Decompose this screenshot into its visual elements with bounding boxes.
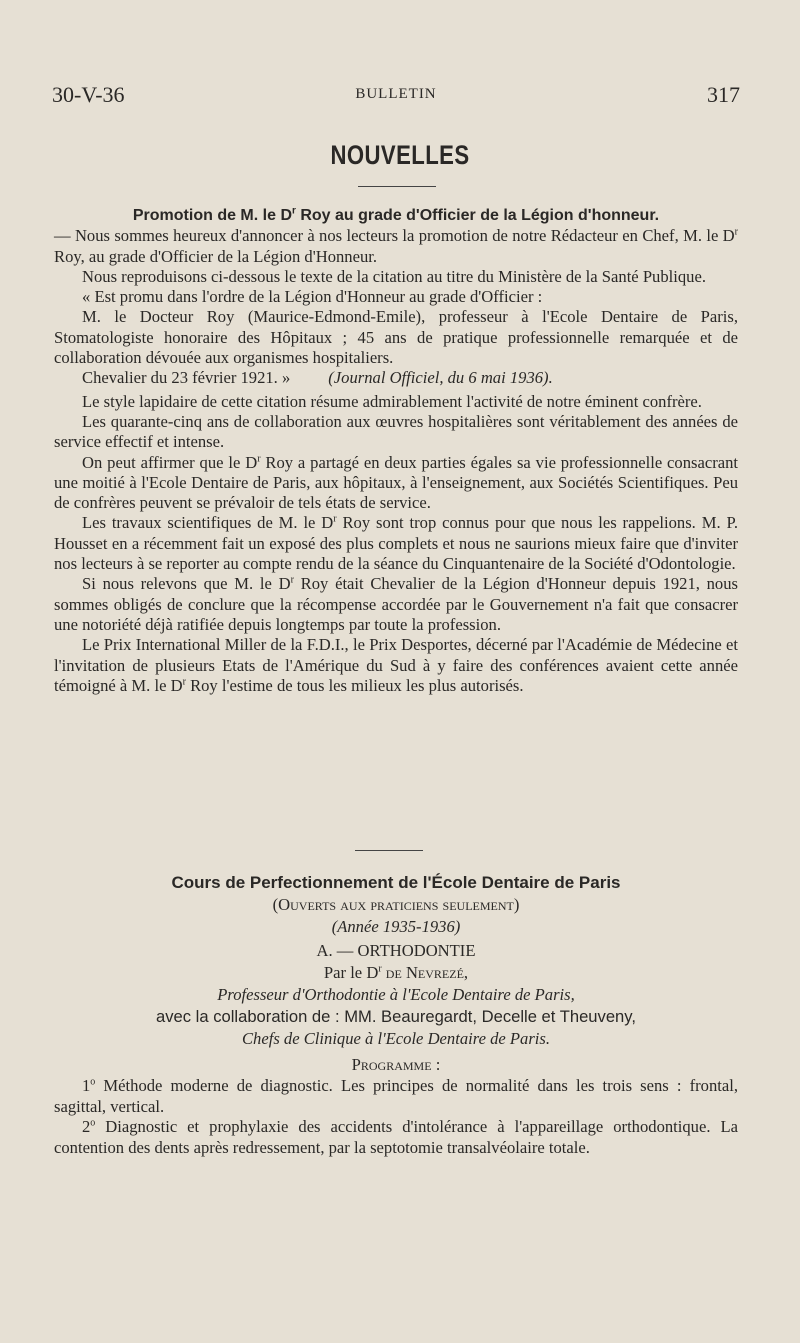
page-number: 317 <box>707 82 740 107</box>
section-divider <box>355 850 423 851</box>
paragraph: Nous reproduisons ci-dessous le texte de la citation au titre du Ministère de la Santé Publique. <box>82 266 706 286</box>
paragraph: M. le Docteur Roy (Maurice-Edmond-Emile), professeur à l'Ecole Dentaire de Paris, Stomatologiste honoraire des Hôpitaux ; 45 ans de pratique professionnelle remarquée et de collaboration dévouée aux organismes hospitaliers. <box>54 307 738 368</box>
title-divider <box>358 186 436 187</box>
paragraph: Le style lapidaire de cette citation résume admirablement l'activité de notre éminent confrère. <box>82 391 702 411</box>
course-section: A. — ORTHODONTIE <box>316 941 476 960</box>
issue-date: 30-V-36 <box>52 82 125 107</box>
journal-name: BULLETIN <box>355 86 437 102</box>
paragraph: On peut affirmer que le $D^r$ Roy a partagé en deux parties égales sa vie professionnelle consacrant une moitié à l'Ecole Dentaire de Paris, aux hôpitaux, à l'enseignement, aux Sociétés Scientifiques. Peu de confrères peuvent se prévaloir de tels états de service. <box>54 452 739 513</box>
article-heading: Promotion de M. le $D^r$ Roy au grade d'Officier de la Légion d'honneur. <box>132 205 660 224</box>
course-title: Cours de Perfectionnement de l'École Dentaire de Paris <box>171 873 621 892</box>
paragraph: Les quarante-cinq ans de collaboration aux œuvres hospitalières sont véritablement des années de service effectif et intense. <box>54 411 738 452</box>
paragraph: Les travaux scientifiques de M. le $D^r$ Roy sont trop connus pour que nous les rappelions. M. P. Housset en a récemment fait un exposé des plus complets et nous ne saurions mieux faire que d'inviter nos lecteurs à se reporter au compte rendu de la séance du Cinquantenaire de la Société d'Odontologie. <box>54 513 738 574</box>
course-year: (Année 1935-1936) <box>331 917 461 936</box>
running-header <box>52 82 740 112</box>
course-announcement <box>54 872 738 1158</box>
programme-heading: Programme : <box>351 1055 441 1074</box>
course-subtitle: (Ouverts aux praticiens seulement) <box>272 895 520 914</box>
promotion-article <box>54 206 738 696</box>
paragraph: — Nous sommes heureux d'annoncer à nos lecteurs la promotion de notre Rédacteur en Chef, M. le $D^r$ Roy, au grade d'Officier de la Légion d'Honneur. <box>54 226 738 266</box>
paragraph: « Est promu dans l'ordre de la Légion d'Honneur au grade d'Officier : <box>82 287 543 307</box>
paragraph: Si nous relevons que M. le $D^r$ Roy était Chevalier de la Légion d'Honneur depuis 1921, nous sommes obligés de conclure que la récompense accordée par le Gouvernement n'a fait que consacrer une notoriété déjà ratifiée depuis longtemps par toute la profession. <box>54 574 738 634</box>
collaborators-title: Chefs de Clinique à l'Ecole Dentaire de Paris. <box>241 1029 551 1048</box>
lecturer-title: Professeur d'Orthodontie à l'Ecole Dentaire de Paris, <box>217 985 575 1004</box>
paragraph: Le Prix International Miller de la F.D.I., le Prix Desportes, décerné par l'Académie de Médecine et l'invitation de plusieurs Etats de l'Amérique du Sud à y faire des conférences avaient cette année témoigné à M. le $D^r$ Roy l'estime de tous les milieux les plus autorisés. <box>54 635 738 695</box>
paragraph: Chevalier du 23 février 1921. » (Journal Officiel, du 6 mai 1936). <box>82 368 553 388</box>
section-title: NOUVELLES <box>330 140 470 170</box>
programme-item: 2$^o$ Diagnostic et prophylaxie des accidents d'intolérance à l'appareillage orthodontique. La contention des dents après redressement, par la septotomie transalvéolaire totale. <box>54 1117 738 1157</box>
programme-item: 1$^o$ Méthode moderne de diagnostic. Les principes de normalité dans les trois sens : frontal, sagittal, vertical. <box>54 1076 738 1116</box>
collaborators: avec la collaboration de : MM. Beauregardt, Decelle et Theuveny, <box>156 1007 636 1026</box>
course-lecturer: Par le $D^r$ de Nevrezé, <box>323 963 469 982</box>
